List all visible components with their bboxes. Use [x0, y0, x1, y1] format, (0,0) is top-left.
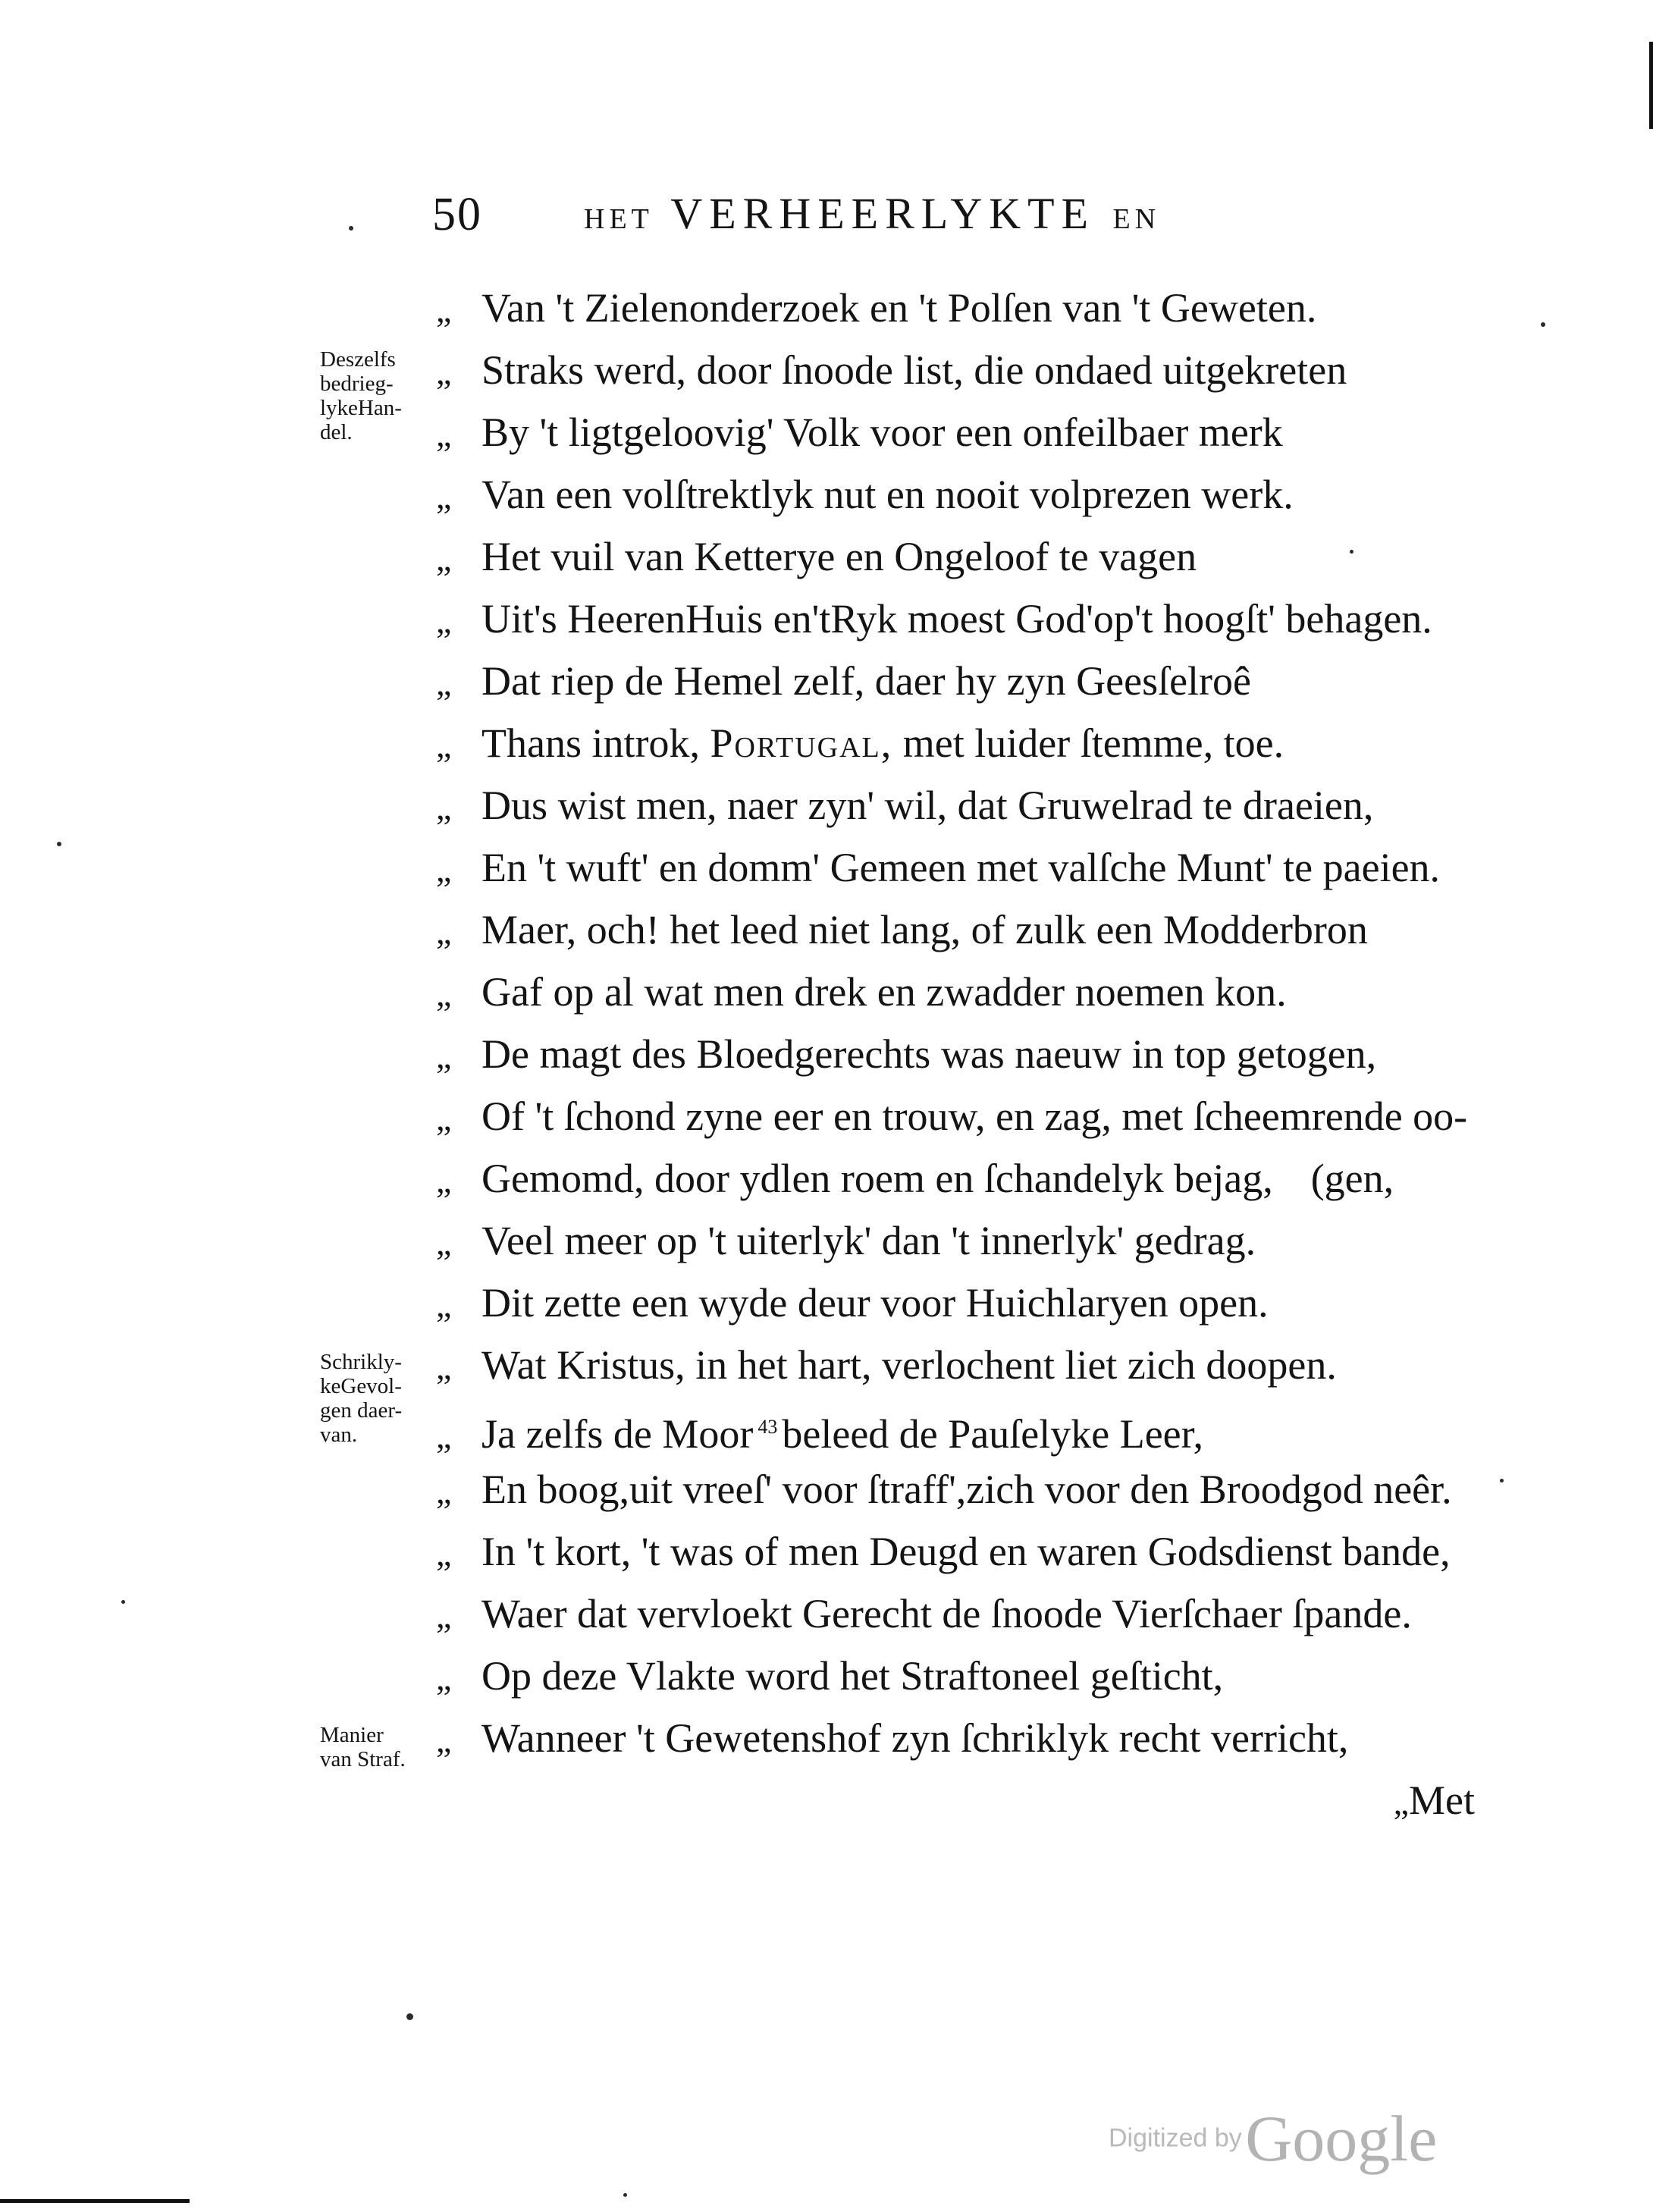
scan-speck: [623, 2193, 627, 2197]
footnote-reference: 43: [757, 1416, 778, 1438]
verse-line: [436, 1520, 1498, 1583]
margin-note-line: bedrieg-: [320, 372, 394, 396]
verse-line: [436, 588, 1498, 650]
verse-line-text: Wanneer 't Gewetenshof zyn ſchriklyk recht verricht,: [481, 1715, 1349, 1761]
quote-mark: „: [436, 415, 452, 453]
verse-line: [436, 899, 1498, 961]
quote-mark: „: [436, 1596, 452, 1635]
verse-line-text: Uit's HeerenHuis en'tRyk moest God'op't hoogſt' behagen.: [481, 596, 1432, 642]
quote-mark: „: [436, 1472, 452, 1511]
quote-mark: „: [436, 912, 452, 951]
scan-border-rule: [0, 2199, 190, 2203]
verse-line-text: En boog,uit vreeſ' voor ſtraff',zich voor den Broodgod neêr.: [481, 1467, 1452, 1512]
running-title: [584, 188, 1160, 239]
quote-mark: „: [436, 788, 452, 827]
margin-note-line: Manier: [320, 1723, 384, 1747]
margin-note-line: gen daer-: [320, 1398, 403, 1423]
verse-line-text: Op deze Vlakte word het Straftoneel geſticht,: [481, 1653, 1224, 1699]
verse-line: [436, 1147, 1498, 1210]
quote-mark: „: [436, 1285, 452, 1324]
margin-note-manner-of-punishment: [320, 1723, 441, 1771]
page-number: 50: [432, 189, 482, 240]
catchword: [436, 1769, 1498, 1831]
verse-line: [436, 401, 1498, 463]
place-name-portugal: Portugal,: [710, 720, 893, 766]
verse-line-turnover: (gen,: [1310, 1156, 1394, 1201]
verse-line: [436, 774, 1498, 836]
verse-line-fragment: beleed de Pauſelyke Leer,: [782, 1411, 1203, 1457]
verse-line: [436, 836, 1498, 899]
digitized-watermark: [1109, 2101, 1437, 2176]
quote-mark: „: [436, 601, 452, 640]
page-header: [432, 188, 1372, 256]
margin-note-line: Schrikly-: [320, 1350, 402, 1374]
page-edge-mark: [1649, 42, 1653, 129]
verse-line-text: Dit zette een wyde deur voor Huichlaryen open.: [481, 1280, 1269, 1326]
margin-note-deceitful-practice: [320, 347, 441, 444]
verse-line: [436, 1458, 1498, 1520]
verse-line: [436, 1396, 1498, 1458]
watermark-prefix: Digitized by: [1109, 2123, 1242, 2153]
verse-line: [436, 650, 1498, 712]
verse-line: [436, 1334, 1498, 1396]
quote-mark: „: [436, 1223, 452, 1262]
verse-line: [436, 1707, 1498, 1769]
scan-speck: [1500, 1479, 1504, 1483]
verse-body: [436, 277, 1498, 1831]
verse-line: [436, 712, 1498, 774]
verse-line: [436, 1085, 1498, 1147]
margin-note-line: lykeHan-: [320, 396, 402, 420]
quote-mark: „: [1393, 1783, 1409, 1821]
verse-line-text: [481, 712, 1284, 774]
margin-note-line: van.: [320, 1423, 358, 1447]
verse-line-text: Wat Kristus, in het hart, verlochent liet zich doopen.: [481, 1342, 1337, 1388]
quote-mark: „: [436, 1534, 452, 1573]
scan-speck: [57, 842, 61, 846]
running-title-suffix: EN: [1112, 203, 1161, 235]
quote-mark: „: [436, 726, 452, 764]
quote-mark: „: [436, 353, 452, 391]
verse-line-text: En 't wuft' en domm' Gemeen met valſche Munt' te paeien.: [481, 845, 1441, 890]
verse-line: [436, 1583, 1498, 1645]
margin-note-line: Deszelfs: [320, 347, 396, 372]
verse-line: [436, 463, 1498, 526]
verse-line-fragment: met luider ſtemme, toe.: [902, 720, 1284, 766]
margin-note-line: van Straf.: [320, 1747, 406, 1771]
verse-line: [436, 277, 1498, 339]
verse-line-text: Dus wist men, naer zyn' wil, dat Gruwelrad te draeien,: [481, 783, 1374, 828]
verse-line: [436, 961, 1498, 1023]
verse-line: [436, 1272, 1498, 1334]
verse-line-text: Of 't ſchond zyne eer en trouw, en zag, met ſcheemrende oo-: [481, 1093, 1468, 1139]
verse-line-text: Maer, och! het leed niet lang, of zulk een Modderbron: [481, 907, 1368, 952]
verse-line: [436, 1645, 1498, 1707]
verse-line-fragment: Ja zelfs de Moor: [481, 1411, 754, 1457]
verse-line-text: Gaf op al wat men drek en zwadder noemen kon.: [481, 969, 1287, 1015]
catchword-text: Met: [1409, 1777, 1475, 1823]
verse-line-text: Straks werd, door ſnoode list, die ondaed uitgekreten: [481, 347, 1347, 393]
quote-mark: „: [436, 539, 452, 578]
verse-line-text: Waer dat vervloekt Gerecht de ſnoode Vierſchaer ſpande.: [481, 1591, 1412, 1636]
verse-line-text: Het vuil van Ketterye en Ongeloof te vagen: [481, 534, 1197, 579]
verse-line: [436, 526, 1498, 588]
margin-note-line: keGevol-: [320, 1374, 402, 1398]
quote-mark: „: [436, 1161, 452, 1200]
quote-mark: „: [436, 290, 452, 329]
scan-speck: [406, 2013, 413, 2020]
scan-speck: [349, 226, 353, 231]
running-title-main: VERHEERLYKTE: [670, 189, 1096, 238]
quote-mark: „: [436, 1348, 452, 1386]
verse-line-text: By 't ligtgeloovig' Volk voor een onfeilbaer merk: [481, 409, 1283, 455]
scan-speck: [1541, 322, 1545, 327]
verse-line-fragment: Thans introk,: [481, 720, 700, 766]
running-title-prefix: HET: [584, 203, 654, 235]
quote-mark: „: [436, 664, 452, 702]
quote-mark: „: [436, 1099, 452, 1137]
verse-line-text: Van 't Zielenonderzoek en 't Polſen van 't Geweten.: [481, 285, 1317, 331]
verse-line-text: Van een volſtrektlyk nut en nooit volprezen werk.: [481, 472, 1294, 517]
watermark-brand: Google: [1245, 2102, 1438, 2175]
quote-mark: „: [436, 1721, 452, 1759]
quote-mark: „: [436, 477, 452, 516]
scan-speck: [121, 1600, 125, 1604]
margin-note-line: del.: [320, 420, 353, 444]
quote-mark: „: [436, 974, 452, 1013]
verse-line-text: [481, 1147, 1394, 1210]
quote-mark: „: [436, 850, 452, 889]
verse-line-text: [481, 1396, 1203, 1465]
verse-line-text: In 't kort, 't was of men Deugd en waren Godsdienst bande,: [481, 1529, 1451, 1574]
verse-line-fragment: Gemomd, door ydlen roem en ſchandelyk bejag,: [481, 1156, 1273, 1201]
verse-line: [436, 339, 1498, 401]
verse-line-text: Dat riep de Hemel zelf, daer hy zyn Geesſelroê: [481, 658, 1252, 704]
verse-line: [436, 1023, 1498, 1085]
quote-mark: „: [436, 1417, 452, 1455]
verse-line-text: Veel meer op 't uiterlyk' dan 't innerlyk' gedrag.: [481, 1218, 1256, 1263]
quote-mark: „: [436, 1037, 452, 1075]
verse-line: [436, 1210, 1498, 1272]
scan-speck: [1350, 550, 1353, 554]
verse-line-text: De magt des Bloedgerechts was naeuw in top getogen,: [481, 1031, 1377, 1077]
quote-mark: „: [436, 1658, 452, 1697]
margin-note-consequences: [320, 1350, 441, 1447]
